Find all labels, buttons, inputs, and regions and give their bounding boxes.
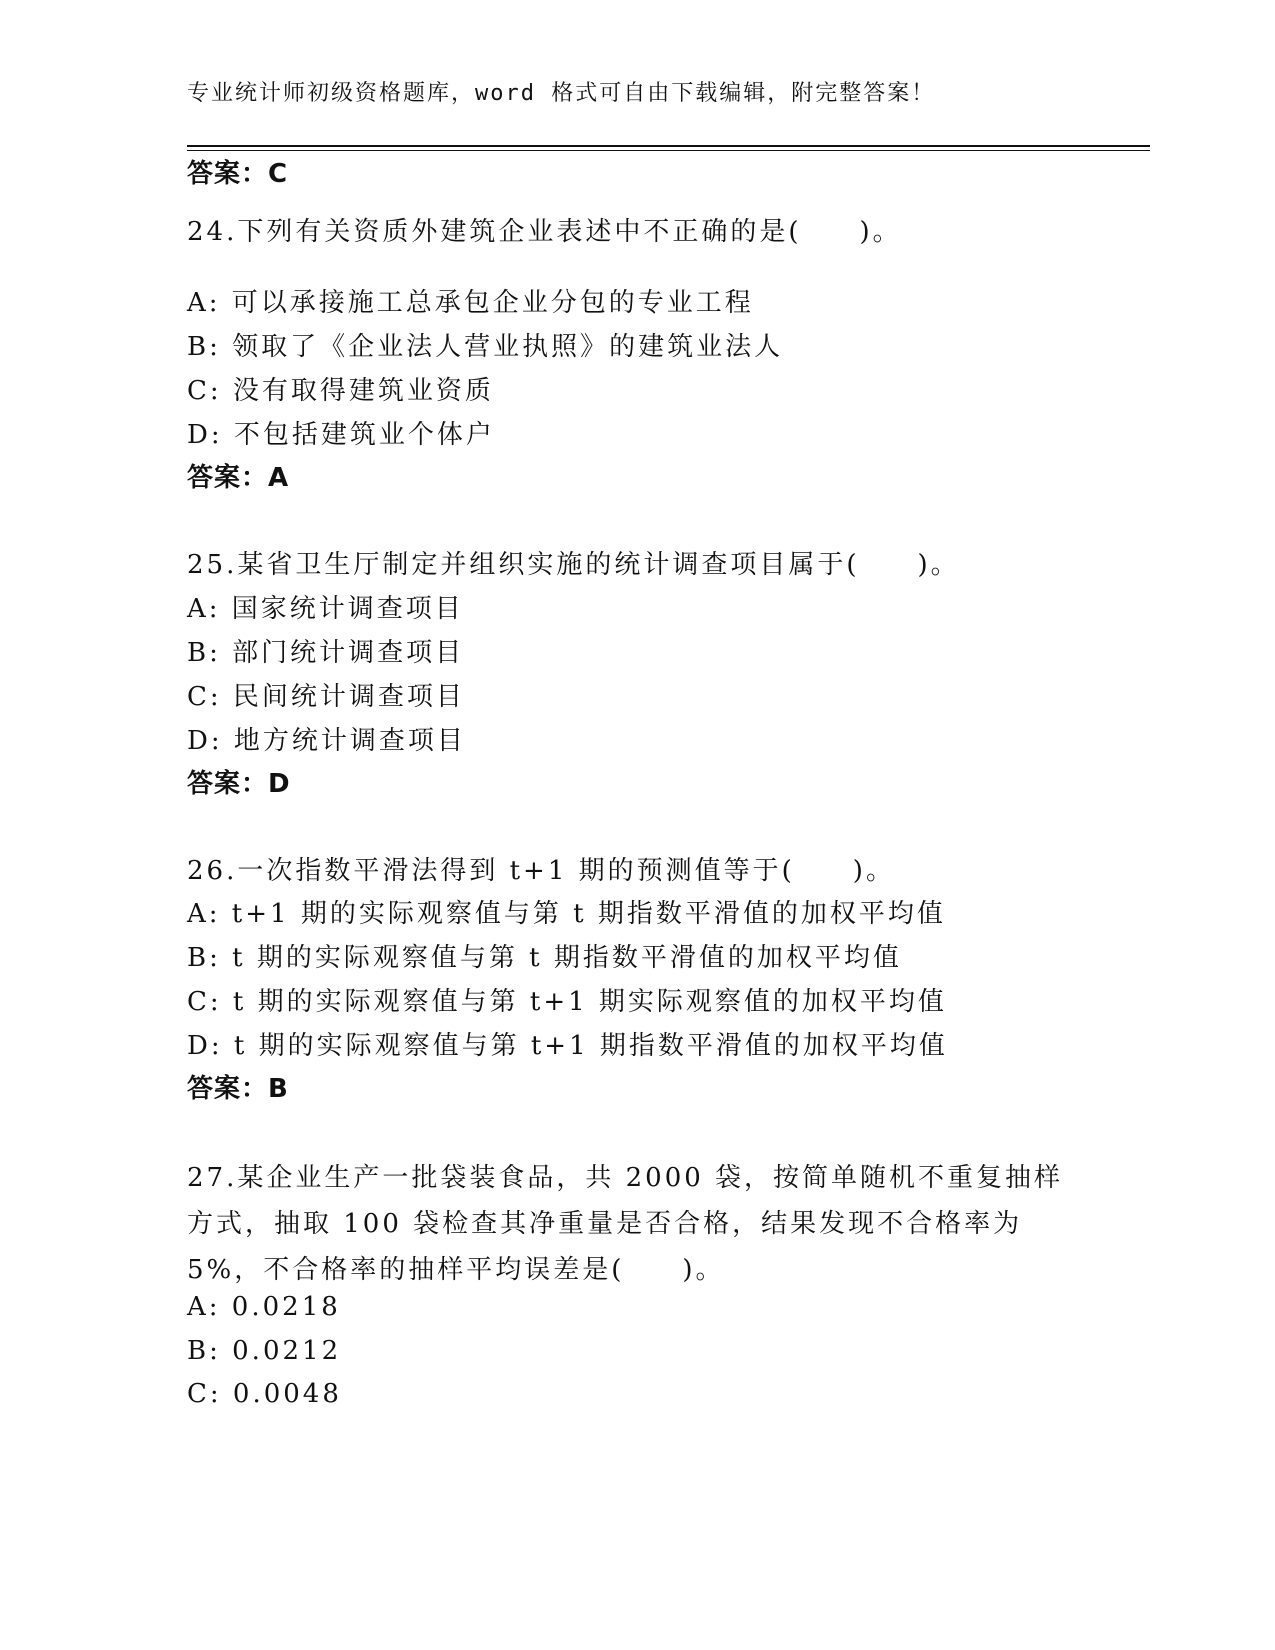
question-25-option-a: A: 国家统计调查项目 xyxy=(187,594,464,624)
question-24-option-a: A: 可以承接施工总承包企业分包的专业工程 xyxy=(187,288,754,318)
question-26-option-a: A: t+1 期的实际观察值与第 t 期指数平滑值的加权平均值 xyxy=(187,899,946,929)
question-24-answer: 答案：A xyxy=(187,463,290,493)
previous-answer: 答案：C xyxy=(187,159,289,189)
question-27-option-a: A: 0.0218 xyxy=(187,1292,341,1322)
question-26-option-d: D: t 期的实际观察值与第 t+1 期指数平滑值的加权平均值 xyxy=(187,1031,948,1061)
question-25-option-c: C: 民间统计调查项目 xyxy=(187,682,465,712)
question-24-option-d: D: 不包括建筑业个体户 xyxy=(187,420,495,450)
question-26-option-b: B: t 期的实际观察值与第 t 期指数平滑值的加权平均值 xyxy=(187,943,902,973)
question-24-option-c: C: 没有取得建筑业资质 xyxy=(187,376,494,406)
question-27-option-b: B: 0.0212 xyxy=(187,1336,342,1366)
header-rule-thick xyxy=(187,145,1150,147)
header-rule-thin xyxy=(187,150,1150,151)
question-25-stem: 25.某省卫生厅制定并组织实施的统计调查项目属于( )。 xyxy=(187,550,960,580)
question-26-stem: 26.一次指数平滑法得到 t+1 期的预测值等于( )。 xyxy=(187,856,895,886)
page-header: 专业统计师初级资格题库，word 格式可自由下载编辑，附完整答案！ xyxy=(187,81,936,106)
question-27-stem: 27.某企业生产一批袋装食品，共 2000 袋，按简单随机不重复抽样方式，抽取 100 袋检查其净重量是否合格，结果发现不合格率为 5%，不合格率的抽样平均误差是( )。 xyxy=(187,1163,1064,1285)
question-26-option-c: C: t 期的实际观察值与第 t+1 期实际观察值的加权平均值 xyxy=(187,987,947,1017)
question-25-answer: 答案：D xyxy=(187,769,291,799)
question-27-option-c: C: 0.0048 xyxy=(187,1379,342,1409)
question-24-stem: 24.下列有关资质外建筑企业表述中不正确的是( )。 xyxy=(187,217,902,247)
question-25-option-d: D: 地方统计调查项目 xyxy=(187,726,466,756)
question-26-answer: 答案：B xyxy=(187,1074,289,1104)
question-25-option-b: B: 部门统计调查项目 xyxy=(187,638,465,668)
question-24-option-b: B: 领取了《企业法人营业执照》的建筑业法人 xyxy=(187,332,784,362)
